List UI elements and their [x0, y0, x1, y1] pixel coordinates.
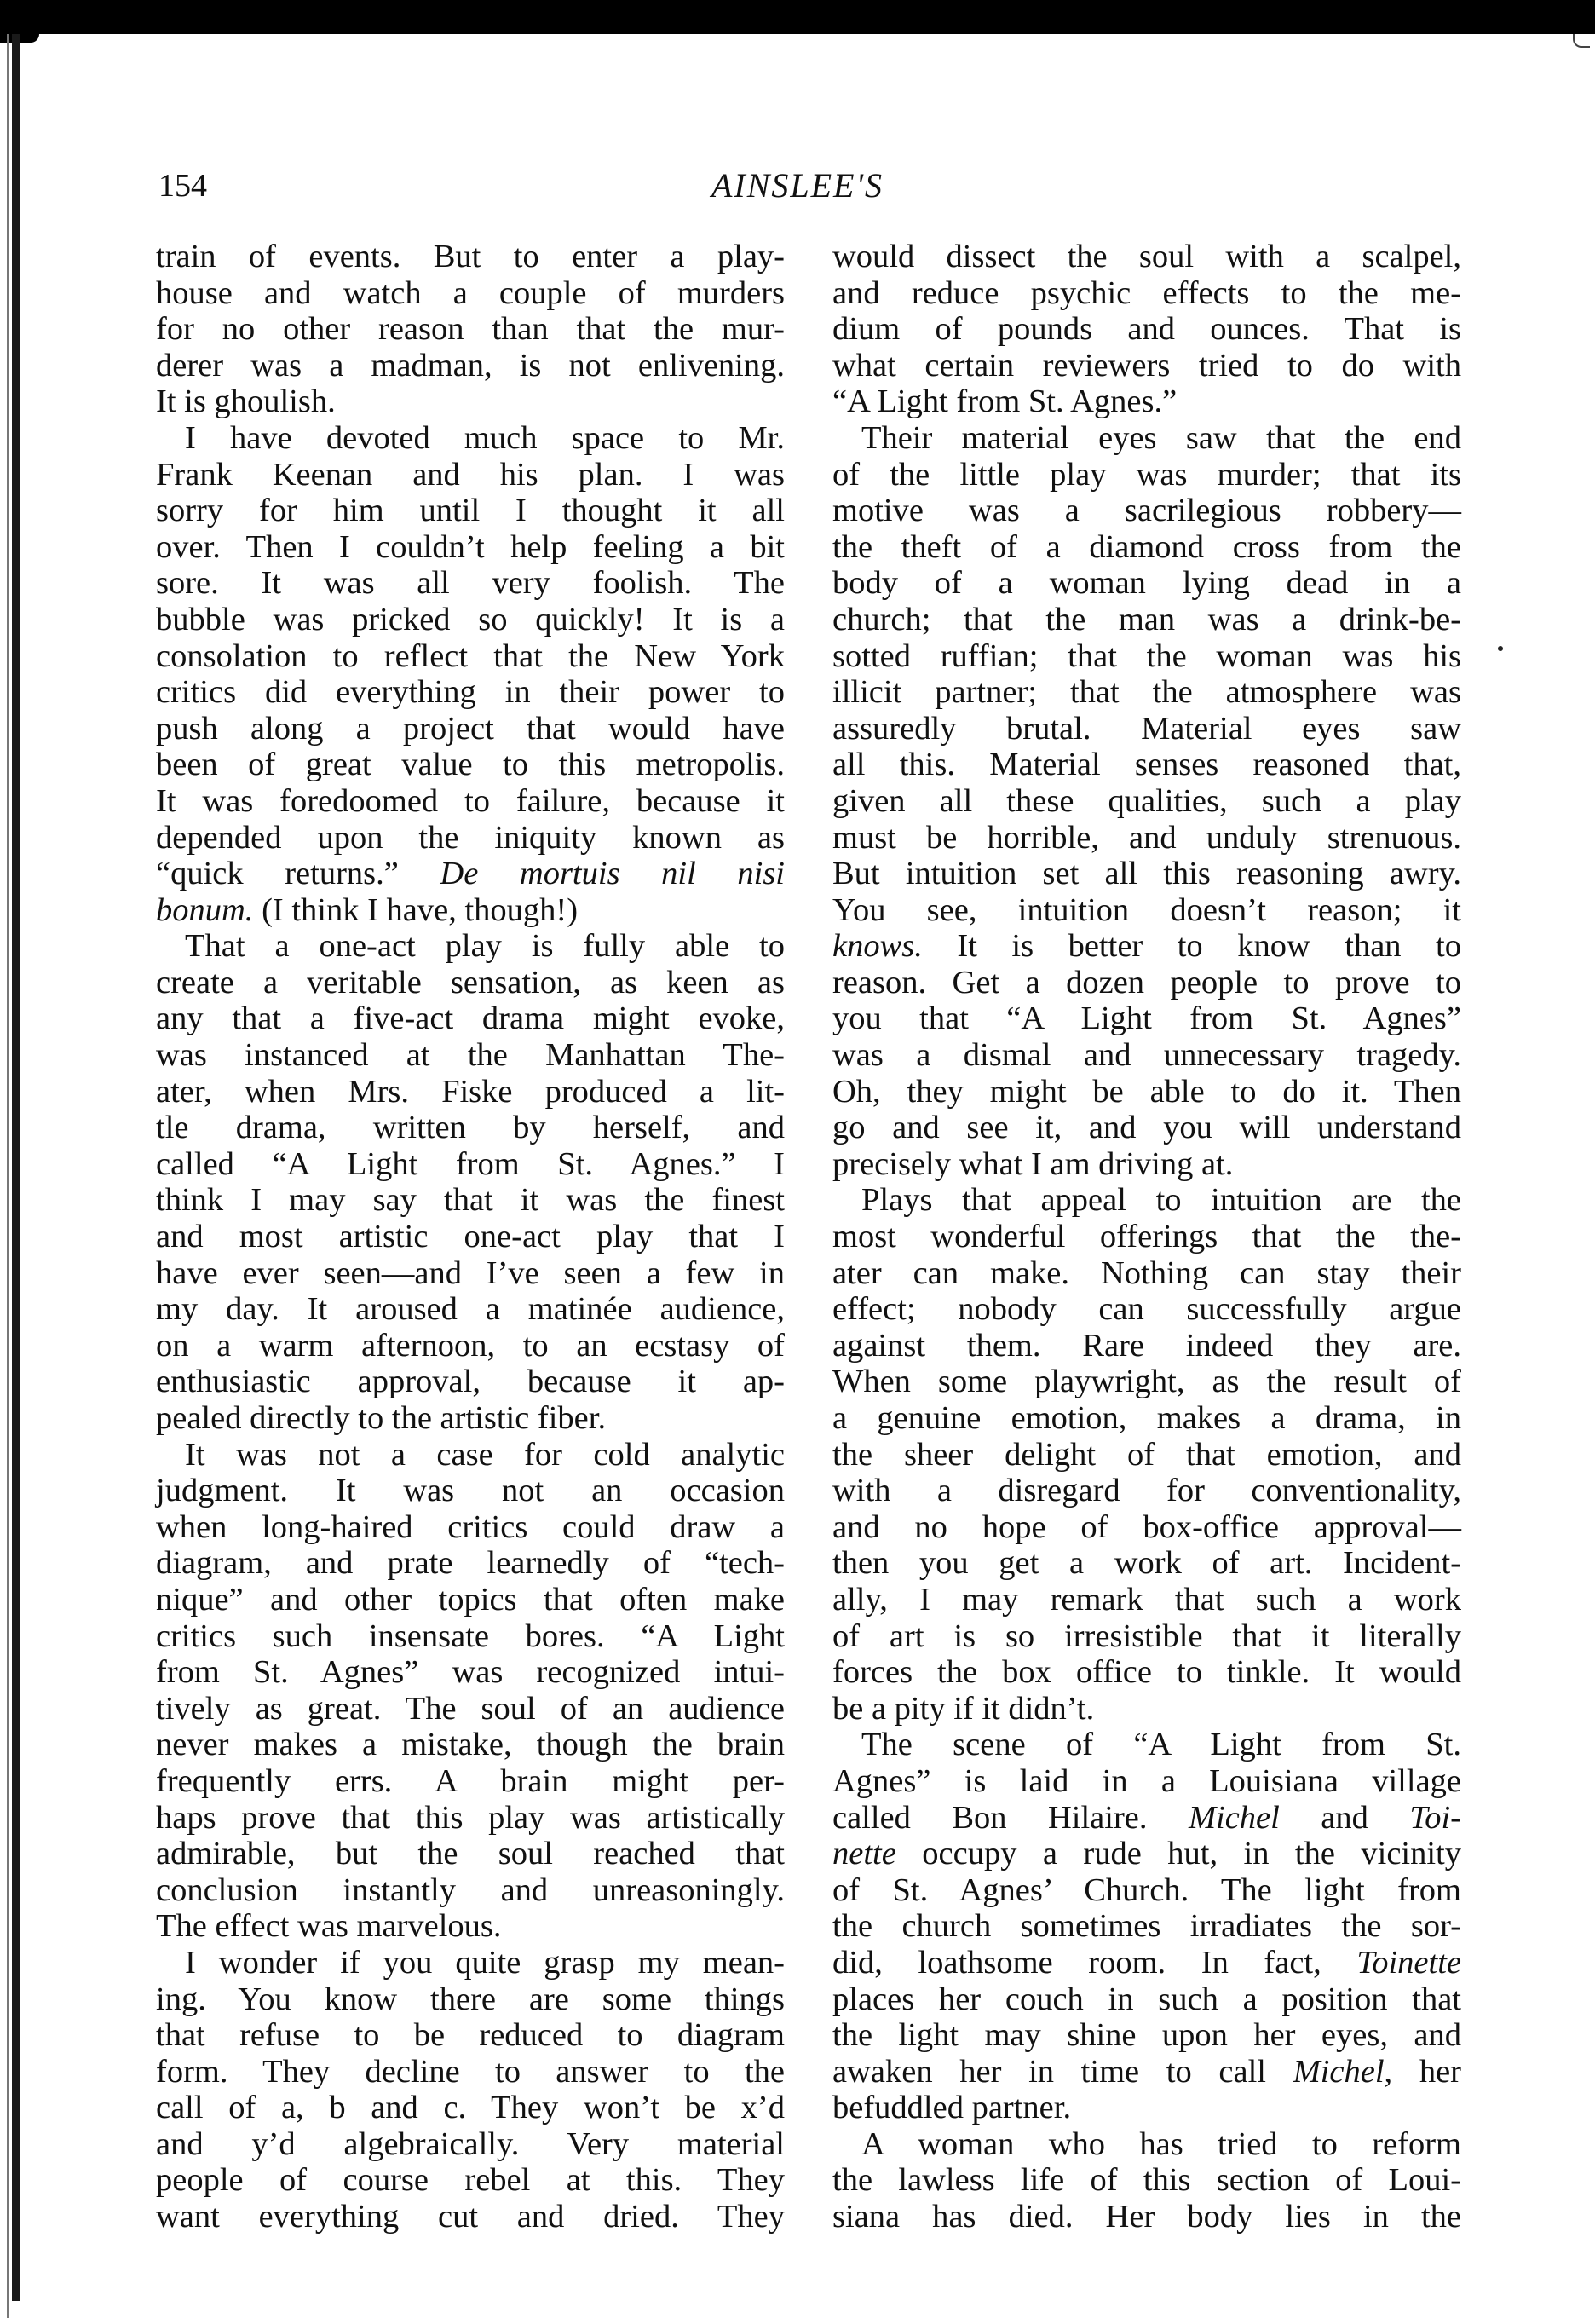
text-line: conclusion instantly and unreasoningly.	[156, 1871, 785, 1908]
text-line: the church sometimes irradiates the sor-	[832, 1908, 1461, 1945]
text-line: assuredly brutal. Material eyes saw	[832, 710, 1461, 747]
text-line: “A Light from St. Agnes.”	[832, 383, 1178, 420]
text-line: called Bon Hilaire. Michel and Toi-	[832, 1799, 1461, 1836]
text-line: must be horrible, and unduly strenuous.	[832, 819, 1461, 856]
text-line: You see, intuition doesn’t reason; it	[832, 891, 1461, 928]
text-line: illicit partner; that the atmosphere was	[832, 674, 1461, 711]
text-line: precisely what I am driving at.	[832, 1145, 1234, 1182]
text-line: go and see it, and you will understand	[832, 1110, 1461, 1146]
text-line: admirable, but the soul reached that	[156, 1836, 785, 1872]
text-line: diagram, and prate learnedly of “tech-	[156, 1545, 785, 1582]
text-line: Agnes” is laid in a Louisiana village	[832, 1762, 1461, 1799]
text-line: ater, when Mrs. Fiske produced a lit-	[156, 1073, 785, 1110]
text-line: sorry for him until I thought it all	[156, 493, 785, 529]
text-line: I have devoted much space to Mr.	[185, 419, 785, 456]
text-line: ally, I may remark that such a work	[832, 1581, 1461, 1618]
text-line: enthusiastic approval, because it ap-	[156, 1364, 785, 1400]
text-line: body of a woman lying dead in a	[832, 565, 1461, 602]
text-line: sore. It was all very foolish. The	[156, 565, 785, 602]
text-line: derer was a madman, is not enlivening.	[156, 347, 785, 383]
text-line: bonum. (I think I have, though!)	[156, 891, 579, 928]
text-line: that refuse to be reduced to diagram	[156, 2017, 785, 2054]
text-line: places her couch in such a position that	[832, 1981, 1461, 2017]
text-line: Frank Keenan and his plan. I was	[156, 456, 785, 493]
text-line: never makes a mistake, though the brain	[156, 1727, 785, 1763]
text-line: It was not a case for cold analytic	[185, 1436, 785, 1473]
text-line: did, loathsome room. In fact, Toinette	[832, 1944, 1461, 1981]
text-line: form. They decline to answer to the	[156, 2053, 785, 2090]
page-number: 154	[158, 168, 207, 204]
text-line: knows. It is better to know than to	[832, 928, 1461, 965]
text-line: judgment. It was not an occasion	[156, 1473, 785, 1509]
text-line: Plays that appeal to intuition are the	[861, 1182, 1461, 1219]
text-line: tle drama, written by herself, and	[156, 1110, 785, 1146]
text-line: That a one-act play is fully able to	[185, 928, 785, 965]
text-line: nique” and other topics that often make	[156, 1581, 785, 1618]
text-line: When some playwright, as the result of	[832, 1364, 1461, 1400]
text-line: think I may say that it was the finest	[156, 1182, 785, 1219]
margin-dot	[1498, 646, 1503, 651]
text-line: want everything cut and dried. They	[156, 2199, 785, 2235]
scan-left-binding-edge	[12, 34, 20, 2301]
text-line: pealed directly to the artistic fiber.	[156, 1400, 607, 1436]
text-line: the lawless life of this section of Loui-	[832, 2162, 1461, 2199]
scan-corner	[0, 34, 39, 43]
text-line: critics did everything in their power to	[156, 674, 785, 711]
text-column-right	[832, 239, 1461, 2235]
text-line: It was foredoomed to failure, because it	[156, 782, 785, 819]
text-line: train of events. But to enter a play-	[156, 239, 785, 274]
text-line: create a veritable sensation, as keen as	[156, 964, 785, 1001]
text-line: most wonderful offerings that the the-	[832, 1219, 1461, 1255]
text-line: and reduce psychic effects to the me-	[832, 274, 1461, 311]
text-line: what certain reviewers tried to do with	[832, 347, 1461, 383]
text-line: Their material eyes saw that the end	[861, 419, 1461, 456]
text-line: Oh, they might be able to do it. Then	[832, 1073, 1461, 1110]
text-line: forces the box office to tinkle. It would	[832, 1654, 1461, 1691]
text-line: ing. You know there are some things	[156, 1981, 785, 2017]
text-line: when long-haired critics could draw a	[156, 1508, 785, 1545]
text-line: of St. Agnes’ Church. The light from	[832, 1871, 1461, 1908]
text-line: The effect was marvelous.	[156, 1908, 502, 1945]
running-head: AINSLEE'S	[711, 166, 884, 205]
text-line: people of course rebel at this. They	[156, 2162, 785, 2199]
text-line: nette occupy a rude hut, in the vicinity	[832, 1836, 1461, 1872]
text-line: consolation to reflect that the New York	[156, 637, 785, 674]
text-line: call of a, b and c. They won’t be x’d	[156, 2090, 785, 2126]
text-line: critics such insensate bores. “A Light	[156, 1618, 785, 1654]
text-line: was instanced at the Manhattan The-	[156, 1037, 785, 1074]
text-line: But intuition set all this reasoning awry.	[832, 856, 1461, 892]
text-line: would dissect the soul with a scalpel,	[832, 239, 1461, 274]
text-line: you that “A Light from St. Agnes”	[832, 1001, 1461, 1037]
text-line: dium of pounds and ounces. That is	[832, 311, 1461, 348]
text-line: a genuine emotion, makes a drama, in	[832, 1400, 1461, 1436]
text-line: all this. Material senses reasoned that,	[832, 747, 1461, 783]
text-line: of the little play was murder; that its	[832, 456, 1461, 493]
text-line: any that a five-act drama might evoke,	[156, 1001, 785, 1037]
scan-left-edge-shadow	[7, 34, 9, 2318]
text-line: and no hope of box-office approval—	[832, 1508, 1461, 1545]
text-line: the theft of a diamond cross from the	[832, 528, 1461, 565]
text-line: and most artistic one-act play that I	[156, 1219, 785, 1255]
text-line: have ever seen—and I’ve seen a few in	[156, 1254, 785, 1291]
text-line: A woman who has tried to reform	[861, 2125, 1461, 2162]
scan-top-border	[0, 0, 1595, 34]
text-line: with a disregard for conventionality,	[832, 1473, 1461, 1509]
text-line: effect; nobody can successfully argue	[832, 1291, 1461, 1328]
text-line: the light may shine upon her eyes, and	[832, 2017, 1461, 2054]
text-line: It is ghoulish.	[156, 383, 336, 420]
text-line: ater can make. Nothing can stay their	[832, 1254, 1461, 1291]
text-line: The scene of “A Light from St.	[861, 1727, 1461, 1763]
text-column-left	[156, 239, 785, 2235]
text-line: reason. Get a dozen people to prove to	[832, 964, 1461, 1001]
text-line: befuddled partner.	[832, 2090, 1072, 2126]
text-line: been of great value to this metropolis.	[156, 747, 785, 783]
text-line: house and watch a couple of murders	[156, 274, 785, 311]
text-line: the sheer delight of that emotion, and	[832, 1436, 1461, 1473]
text-line: for no other reason than that the mur-	[156, 311, 785, 348]
text-line: then you get a work of art. Incident-	[832, 1545, 1461, 1582]
text-line: from St. Agnes” was recognized intui-	[156, 1654, 785, 1691]
text-line: given all these qualities, such a play	[832, 782, 1461, 819]
text-line: was a dismal and unnecessary tragedy.	[832, 1037, 1461, 1074]
text-line: against them. Rare indeed they are.	[832, 1327, 1461, 1364]
text-line: siana has died. Her body lies in the	[832, 2199, 1461, 2235]
text-line: church; that the man was a drink-be-	[832, 601, 1461, 637]
text-line: depended upon the iniquity known as	[156, 819, 785, 856]
text-line: tively as great. The soul of an audience	[156, 1690, 785, 1727]
text-line: and y’d algebraically. Very material	[156, 2125, 785, 2162]
text-line: awaken her in time to call Michel, her	[832, 2053, 1461, 2090]
text-line: frequently errs. A brain might per-	[156, 1762, 785, 1799]
text-line: haps prove that this play was artistically	[156, 1799, 785, 1836]
text-line: motive was a sacrilegious robbery—	[832, 493, 1461, 529]
text-line: be a pity if it didn’t.	[832, 1690, 1095, 1727]
text-line: over. Then I couldn’t help feeling a bit	[156, 528, 785, 565]
text-line: on a warm afternoon, to an ecstasy of	[156, 1327, 785, 1364]
text-line: I wonder if you quite grasp my mean-	[185, 1944, 785, 1981]
text-line: called “A Light from St. Agnes.” I	[156, 1145, 785, 1182]
text-line: bubble was pricked so quickly! It is a	[156, 601, 785, 637]
text-line: my day. It aroused a matinée audience,	[156, 1291, 785, 1328]
text-line: push along a project that would have	[156, 710, 785, 747]
text-line: “quick returns.” De mortuis nil nisi	[156, 856, 785, 892]
text-line: sotted ruffian; that the woman was his	[832, 637, 1461, 674]
scan-corner-mark	[1573, 34, 1590, 48]
text-line: of art is so irresistible that it literally	[832, 1618, 1461, 1654]
